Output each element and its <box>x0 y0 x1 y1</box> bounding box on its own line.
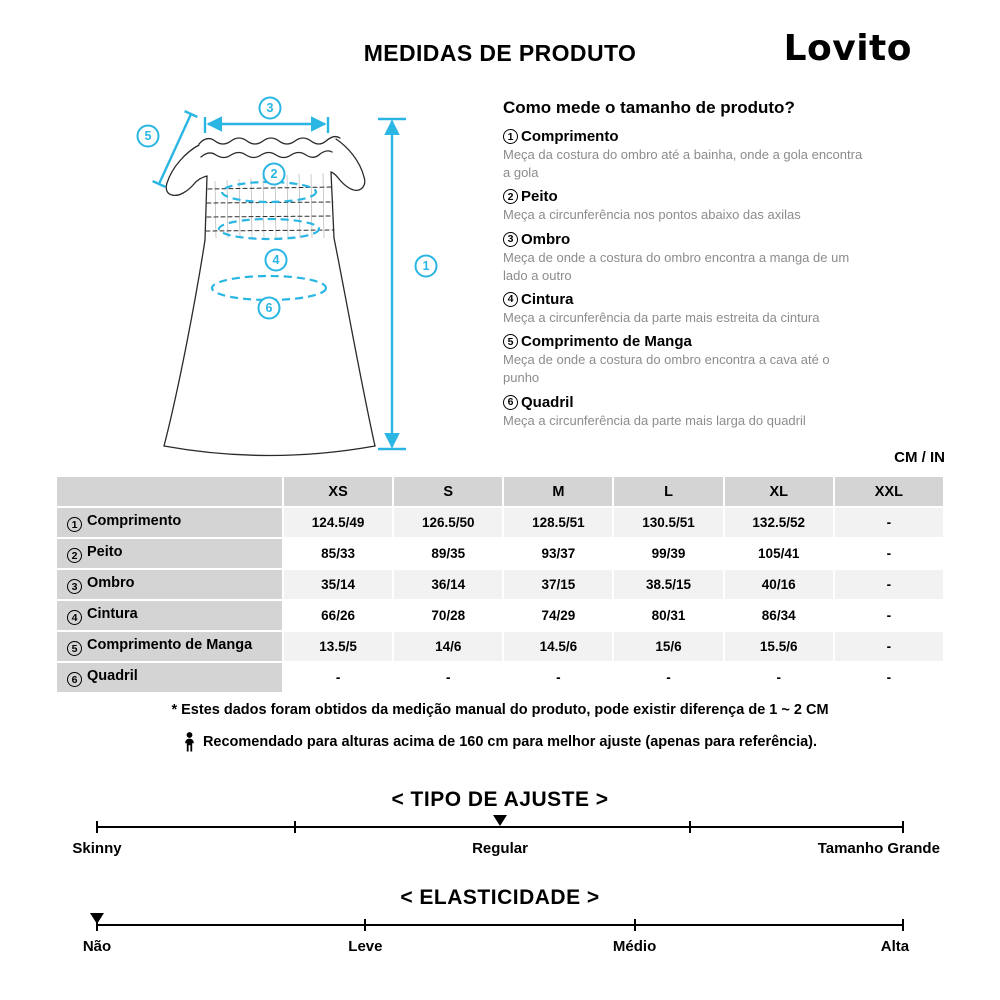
fit-heading: < TIPO DE AJUSTE > <box>391 788 609 811</box>
row-label-text: Cintura <box>87 605 138 622</box>
dress-diagram <box>55 88 485 478</box>
row-label <box>57 663 282 692</box>
measurement-badge-3 <box>260 98 281 119</box>
size-value-cell: 99/39 <box>614 539 722 568</box>
elasticity-label-nao: Não <box>82 938 112 955</box>
size-value-cell: 38.5/15 <box>614 570 722 599</box>
size-value-cell: 36/14 <box>394 570 502 599</box>
slider-tick <box>902 821 904 833</box>
measure-guide <box>503 98 865 430</box>
elasticity-marker <box>90 913 104 924</box>
guide-item <box>503 128 865 182</box>
fit-label-skinny: Skinny <box>72 840 122 857</box>
size-value-cell: - <box>835 632 943 661</box>
chest-measure-ellipse <box>222 182 316 202</box>
number-circle-icon: 3 <box>503 232 518 247</box>
elasticity-label-leve: Leve <box>348 938 383 955</box>
slider-tick <box>364 919 366 931</box>
svg-text:2: 2 <box>270 167 278 181</box>
size-column-header: XXL <box>835 477 943 506</box>
table-row <box>57 601 943 630</box>
table-row <box>57 539 943 568</box>
svg-text:3: 3 <box>266 101 274 115</box>
table-corner-cell <box>57 477 282 506</box>
waist-measure-ellipse <box>219 219 319 239</box>
measurement-badge-5 <box>138 126 159 147</box>
number-circle-icon: 6 <box>67 672 82 687</box>
size-value-cell: - <box>725 663 833 692</box>
elasticity-slider <box>82 916 910 964</box>
guide-item-desc: Meça de onde a costura do ombro encontra a cava até o punho <box>503 352 830 386</box>
number-circle-icon: 6 <box>503 395 518 410</box>
person-icon <box>183 732 196 752</box>
guide-heading: Como mede o tamanho de produto? <box>503 98 795 117</box>
size-value-cell: - <box>835 539 943 568</box>
table-row <box>57 508 943 537</box>
size-value-cell: 66/26 <box>284 601 392 630</box>
fit-marker <box>493 815 507 826</box>
size-value-cell: - <box>835 663 943 692</box>
number-circle-icon: 2 <box>67 548 82 563</box>
fit-label-regular: Regular <box>472 840 528 857</box>
size-column-header: XL <box>725 477 833 506</box>
guide-item-desc: Meça da costura do ombro até a bainha, onde a gola encontra a gola <box>503 147 863 181</box>
size-column-header: M <box>504 477 612 506</box>
size-value-cell: 35/14 <box>284 570 392 599</box>
size-value-cell: - <box>835 570 943 599</box>
size-value-cell: 93/37 <box>504 539 612 568</box>
slider-tick <box>294 821 296 833</box>
size-value-cell: 132.5/52 <box>725 508 833 537</box>
guide-item-label <box>503 188 865 205</box>
unit-label: CM / IN <box>894 449 945 466</box>
size-value-cell: 86/34 <box>725 601 833 630</box>
measurement-badge-4 <box>266 250 287 271</box>
size-value-cell: 85/33 <box>284 539 392 568</box>
measurement-note: * Estes dados foram obtidos da medição manual do produto, pode existir diferença de 1 ~ 2 CM <box>171 702 829 718</box>
number-circle-icon: 2 <box>503 189 518 204</box>
fit-label-tamanho-grande: Tamanho Grande <box>817 840 940 857</box>
measurement-lines <box>153 111 406 449</box>
guide-item-label-text: Peito <box>521 188 558 206</box>
svg-text:5: 5 <box>144 129 152 143</box>
guide-item-label <box>503 333 865 350</box>
guide-item <box>503 394 865 430</box>
elasticity-heading: < ELASTICIDADE > <box>400 886 600 909</box>
svg-text:6: 6 <box>265 301 273 315</box>
guide-item-label-text: Cintura <box>521 290 574 308</box>
row-label <box>57 539 282 568</box>
row-label <box>57 508 282 537</box>
size-value-cell: 37/15 <box>504 570 612 599</box>
elasticity-label-medio: Médio <box>612 938 657 955</box>
elasticity-label-alta: Alta <box>880 938 910 955</box>
number-circle-icon: 1 <box>67 517 82 532</box>
number-circle-icon: 5 <box>67 641 82 656</box>
slider-tick <box>689 821 691 833</box>
svg-text:1: 1 <box>422 259 430 273</box>
size-value-cell: 74/29 <box>504 601 612 630</box>
guide-item-label <box>503 128 865 145</box>
size-value-cell: - <box>504 663 612 692</box>
size-value-cell: 105/41 <box>725 539 833 568</box>
guide-item-label-text: Ombro <box>521 230 571 248</box>
guide-item-desc: Meça de onde a costura do ombro encontra a manga de um lado a outro <box>503 249 850 283</box>
size-value-cell: 15/6 <box>614 632 722 661</box>
guide-item <box>503 188 865 224</box>
fit-slider-track <box>97 826 903 828</box>
table-row <box>57 663 943 692</box>
table-row <box>57 632 943 661</box>
size-value-cell: 14/6 <box>394 632 502 661</box>
table-row <box>57 570 943 599</box>
slider-tick <box>634 919 636 931</box>
row-label-text: Comprimento de Manga <box>87 636 253 653</box>
svg-text:4: 4 <box>272 253 280 267</box>
guide-item <box>503 231 865 285</box>
measurement-badge-1 <box>416 256 437 277</box>
size-value-cell: 126.5/50 <box>394 508 502 537</box>
guide-item-label-text: Comprimento de Manga <box>521 333 692 351</box>
guide-item-label <box>503 394 865 411</box>
size-value-cell: 14.5/6 <box>504 632 612 661</box>
sleeve-measure-line <box>159 114 191 184</box>
size-column-header: S <box>394 477 502 506</box>
number-circle-icon: 4 <box>67 610 82 625</box>
hip-measure-ellipse <box>212 276 326 300</box>
elasticity-slider-track <box>97 924 903 926</box>
guide-item-label <box>503 291 865 308</box>
dress-diagram-svg <box>55 88 485 478</box>
height-note <box>0 732 1000 756</box>
slider-tick <box>902 919 904 931</box>
size-column-header: L <box>614 477 722 506</box>
number-circle-icon: 3 <box>67 579 82 594</box>
slider-tick <box>96 821 98 833</box>
number-circle-icon: 1 <box>503 129 518 144</box>
guide-item-label <box>503 231 865 248</box>
size-value-cell: - <box>284 663 392 692</box>
size-value-cell: - <box>394 663 502 692</box>
number-circle-icon: 5 <box>503 334 518 349</box>
guide-item <box>503 333 865 387</box>
size-value-cell: 80/31 <box>614 601 722 630</box>
height-note-text: Recomendado para alturas acima de 160 cm para melhor ajuste (apenas para referência). <box>202 734 818 750</box>
size-value-cell: 124.5/49 <box>284 508 392 537</box>
guide-item <box>503 291 865 327</box>
brand-logo: Lovito <box>783 28 912 69</box>
guide-item-label-text: Comprimento <box>521 128 619 145</box>
size-value-cell: - <box>614 663 722 692</box>
measurement-badge-2 <box>264 164 285 185</box>
guide-item-label-text: Quadril <box>521 393 574 411</box>
table-header-row <box>57 477 943 506</box>
page-title: MEDIDAS DE PRODUTO <box>363 40 637 66</box>
number-circle-icon: 4 <box>503 292 518 307</box>
row-label-text: Peito <box>87 543 123 560</box>
size-value-cell: 128.5/51 <box>504 508 612 537</box>
fit-slider <box>72 818 940 866</box>
row-label-text: Quadril <box>87 667 138 684</box>
size-value-cell: 89/35 <box>394 539 502 568</box>
size-column-header: XS <box>284 477 392 506</box>
guide-item-desc: Meça a circunferência da parte mais larga do quadril <box>503 412 806 428</box>
size-value-cell: 130.5/51 <box>614 508 722 537</box>
size-value-cell: 40/16 <box>725 570 833 599</box>
size-value-cell: - <box>835 601 943 630</box>
size-value-cell: - <box>835 508 943 537</box>
size-value-cell: 15.5/6 <box>725 632 833 661</box>
guide-item-desc: Meça a circunferência nos pontos abaixo das axilas <box>503 207 801 223</box>
row-label-text: Comprimento <box>87 512 182 529</box>
row-label <box>57 570 282 599</box>
guide-item-desc: Meça a circunferência da parte mais estreita da cintura <box>503 309 820 325</box>
measurement-badge-6 <box>259 298 280 319</box>
row-label <box>57 632 282 661</box>
row-label <box>57 601 282 630</box>
size-table <box>55 475 945 694</box>
size-value-cell: 13.5/5 <box>284 632 392 661</box>
row-label-text: Ombro <box>87 574 135 591</box>
size-value-cell: 70/28 <box>394 601 502 630</box>
